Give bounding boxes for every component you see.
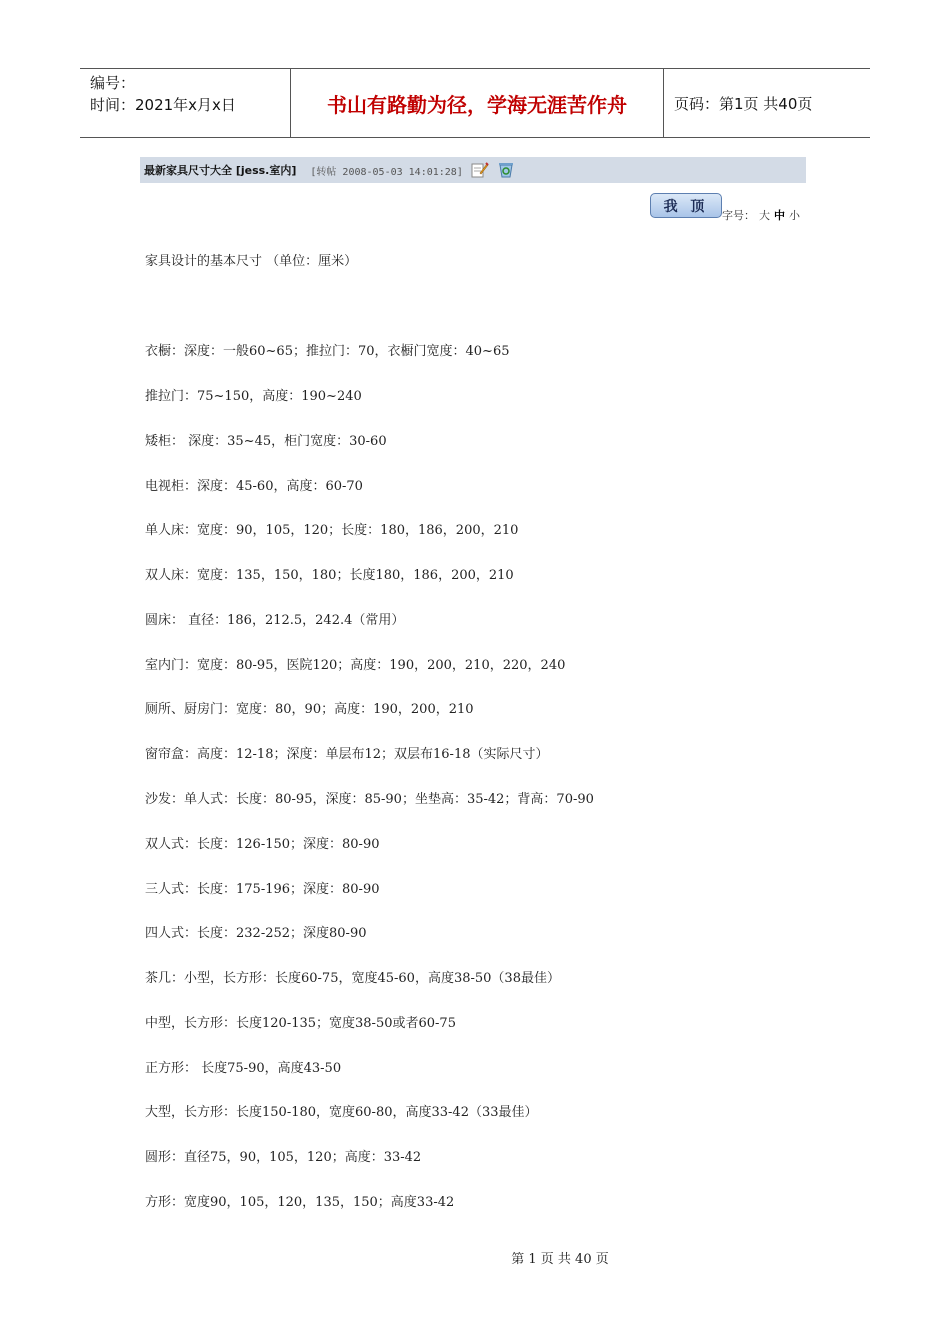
font-size-small[interactable]: 小 xyxy=(789,209,800,222)
text-line: 茶几：小型，长方形：长度60-75，宽度45-60，高度38-50（38最佳） xyxy=(145,971,560,986)
page-footer: 第 1 页 共 40 页 xyxy=(511,1252,609,1267)
page-code: 页码：第1页 共40页 xyxy=(674,94,813,113)
text-line: 双人床：宽度：135，150，180；长度180，186，200，210 xyxy=(145,568,514,583)
post-meta: [转帖 2008-05-03 14:01:28] xyxy=(310,166,463,178)
document-header xyxy=(80,68,870,138)
text-line: 大型，长方形：长度150-180，宽度60-80，高度33-42（33最佳） xyxy=(145,1105,538,1120)
text-line: 双人式：长度：126-150；深度：80-90 xyxy=(145,837,380,852)
text-line: 电视柜：深度：45-60，高度：60-70 xyxy=(145,479,363,494)
text-line: 窗帘盒：高度：12-18；深度：单层布12；双层布16-18（实际尺寸） xyxy=(145,747,549,762)
text-line: 正方形： 长度75-90，高度43-50 xyxy=(145,1061,342,1076)
time-label: 时间：2021年x月x日 xyxy=(90,96,236,114)
edit-icon[interactable] xyxy=(471,162,489,178)
text-line: 方形：宽度90，105，120，135，150；高度33-42 xyxy=(145,1195,455,1210)
text-line: 衣橱：深度：一般60~65；推拉门：70，衣橱门宽度：40~65 xyxy=(145,344,510,359)
text-line: 厕所、厨房门：宽度：80，90；高度：190，200，210 xyxy=(145,702,474,717)
text-line: 四人式：长度：232-252；深度80-90 xyxy=(145,926,367,941)
text-line: 圆床： 直径：186，212.5，242.4（常用） xyxy=(145,613,405,628)
motto: 书山有路勤为径，学海无涯苦作舟 xyxy=(290,69,664,137)
text-line: 推拉门：75~150，高度：190~240 xyxy=(145,389,362,404)
font-size-medium[interactable]: 中 xyxy=(774,209,785,222)
article-heading: 家具设计的基本尺寸 （单位：厘米） xyxy=(145,254,358,269)
text-line: 单人床：宽度：90，105，120；长度：180，186，200，210 xyxy=(145,523,519,538)
post-title-bar xyxy=(140,157,806,183)
text-line: 室内门：宽度：80-95，医院120；高度：190，200，210，220，240 xyxy=(145,658,566,673)
number-label: 编号： xyxy=(90,74,136,92)
text-line: 三人式：长度：175-196；深度：80-90 xyxy=(145,882,380,897)
ding-button[interactable]: 我 顶 xyxy=(650,193,722,218)
recycle-bin-icon[interactable] xyxy=(497,162,515,178)
text-line: 圆形：直径75，90，105，120；高度：33-42 xyxy=(145,1150,422,1165)
font-size-selector xyxy=(722,207,804,223)
post-title: 最新家具尺寸大全 [jess.室内] xyxy=(144,164,297,177)
font-size-large[interactable]: 大 xyxy=(759,209,770,222)
font-size-label: 字号： xyxy=(722,209,755,222)
text-line: 沙发：单人式：长度：80-95，深度：85-90；坐垫高：35-42；背高：70-90 xyxy=(145,792,594,807)
header-left-cell xyxy=(80,69,290,137)
text-line: 矮柜： 深度：35~45，柜门宽度：30-60 xyxy=(145,434,387,449)
text-line: 中型，长方形：长度120-135；宽度38-50或者60-75 xyxy=(145,1016,456,1031)
